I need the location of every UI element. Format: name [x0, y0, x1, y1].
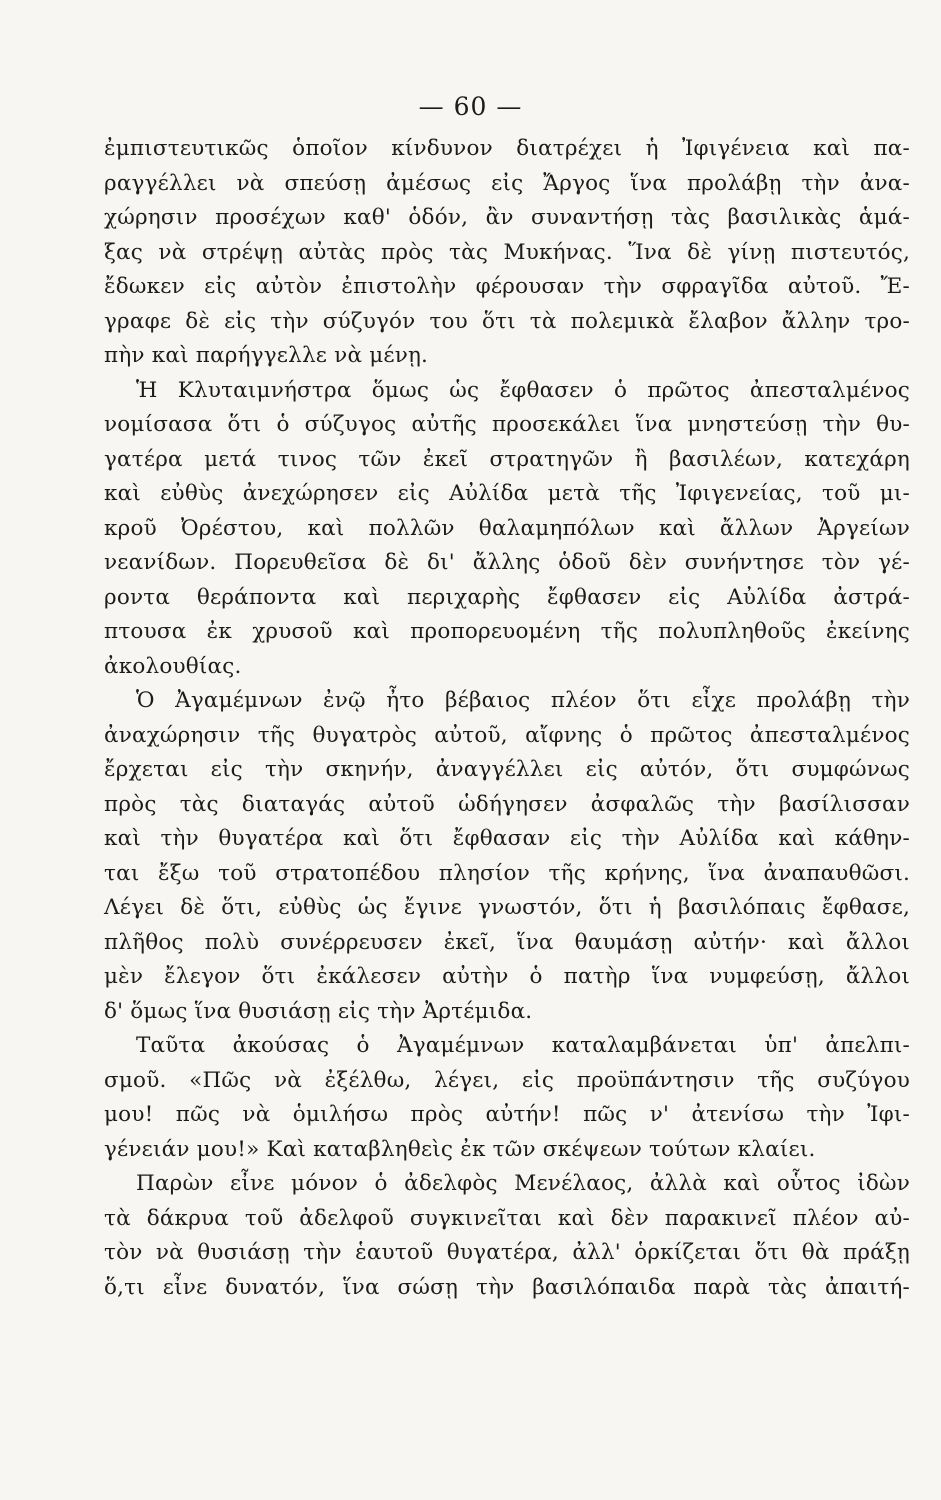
text-line: τὰ δάκρυα τοῦ ἀδελφοῦ συγκινεῖται καὶ δὲν παρακινεῖ πλέον αὐ- [104, 1205, 910, 1231]
page-number: — 60 — [418, 92, 523, 121]
text-line: πρὸς τὰς διαταγάς αὐτοῦ ὡδήγησεν ἀσφαλῶς τὴν βασίλισσαν [104, 791, 910, 817]
text-line: ἀναχώρησιν τῆς θυγατρὸς αὐτοῦ, αἴφνης ὁ πρῶτος ἀπεσταλμένος [104, 722, 910, 748]
text-line: ξας νὰ στρέψῃ αὐτὰς πρὸς τὰς Μυκήνας. Ἵνα δὲ γίνῃ πιστευτός, [104, 239, 910, 265]
text-line: καὶ εὐθὺς ἀνεχώρησεν εἰς Αὐλίδα μετὰ τῆς Ἰφιγενείας, τοῦ μι- [104, 481, 910, 506]
text-line: ραγγέλλει νὰ σπεύσῃ ἀμέσως εἰς Ἄργος ἵνα προλάβῃ τὴν ἀνα- [104, 170, 910, 196]
text-line: ἐμπιστευτικῶς ὁποῖον κίνδυνον διατρέχει ἡ Ἰφιγένεια καὶ πα- [104, 136, 910, 161]
text-line: σμοῦ. «Πῶς νὰ ἐξέλθω, λέγει, εἰς προϋπάντησιν τῆς συζύγου [104, 1067, 910, 1093]
text-line: Ἡ Κλυταιμνήστρα ὅμως ὡς ἔφθασεν ὁ πρῶτος ἀπεσταλμένος [136, 377, 910, 403]
text-line: γατέρα μετά τινος τῶν ἐκεῖ στρατηγῶν ἢ βασιλέων, κατεχάρη [104, 446, 910, 472]
text-line: μου! πῶς νὰ ὁμιλήσω πρὸς αὐτήν! πῶς ν' ἀτενίσω τὴν Ἰφι- [104, 1102, 910, 1127]
text-line: καὶ τὴν θυγατέρα καὶ ὅτι ἔφθασαν εἰς τὴν Αὐλίδα καὶ κάθην- [104, 826, 910, 851]
text-line: νομίσασα ὅτι ὁ σύζυγος αὐτῆς προσεκάλει ἵνα μνηστεύσῃ τὴν θυ- [104, 412, 910, 437]
text-line: νεανίδων. Πορευθεῖσα δὲ δι' ἄλλης ὁδοῦ δὲν συνήντησε τὸν γέ- [104, 550, 910, 575]
paragraph-2 [104, 374, 910, 685]
paragraph-1 [104, 132, 910, 374]
text-line: δ' ὅμως ἵνα θυσιάσῃ εἰς τὴν Ἀρτέμιδα. [104, 998, 533, 1024]
paragraph-4 [104, 1029, 910, 1167]
text-line: πλῆθος πολὺ συνέρρευσεν ἐκεῖ, ἵνα θαυμάσῃ αὐτήν· καὶ ἄλλοι [104, 929, 910, 955]
text-line: πὴν καὶ παρήγγελλε νὰ μένῃ. [104, 343, 429, 368]
text-line: κροῦ Ὀρέστου, καὶ πολλῶν θαλαμηπόλων καὶ ἄλλων Ἀργείων [104, 515, 910, 541]
text-line: πτουσα ἐκ χρυσοῦ καὶ προπορευομένη τῆς πολυπληθοῦς ἐκείνης [104, 619, 910, 644]
text-line: γένειάν μου!» Καὶ καταβληθεὶς ἐκ τῶν σκέψεων τούτων κλαίει. [104, 1136, 816, 1162]
paragraph-5 [104, 1167, 910, 1305]
text-line: ἔδωκεν εἰς αὐτὸν ἐπιστολὴν φέρουσαν τὴν σφραγῖδα αὐτοῦ. Ἔ- [104, 274, 910, 299]
text-line: Ὁ Ἀγαμέμνων ἐνῷ ἦτο βέβαιος πλέον ὅτι εἶχε προλάβῃ τὴν [136, 688, 910, 713]
text-line: ροντα θεράποντα καὶ περιχαρὴς ἔφθασεν εἰς Αὐλίδα ἀστρά- [104, 584, 910, 610]
paragraph-3 [104, 684, 910, 1029]
text-line: ἔρχεται εἰς τὴν σκηνήν, ἀναγγέλλει εἰς αὐτόν, ὅτι συμφώνως [104, 757, 910, 782]
text-line: Ταῦτα ἀκούσας ὁ Ἀγαμέμνων καταλαμβάνεται ὑπ' ἀπελπι- [136, 1033, 910, 1058]
body-text [104, 132, 910, 1305]
text-line: τὸν νὰ θυσιάσῃ τὴν ἑαυτοῦ θυγατέρα, ἀλλ' ὁρκίζεται ὅτι θὰ πράξῃ [104, 1240, 910, 1265]
text-line: Παρὼν εἶνε μόνον ὁ ἀδελφὸς Μενέλαος, ἀλλὰ καὶ οὗτος ἰδὼν [136, 1171, 910, 1196]
text-line: μὲν ἔλεγον ὅτι ἐκάλεσεν αὐτὴν ὁ πατὴρ ἵνα νυμφεύσῃ, ἄλλοι [104, 964, 910, 989]
text-line: ται ἔξω τοῦ στρατοπέδου πλησίον τῆς κρήνης, ἵνα ἀναπαυθῶσι. [104, 860, 910, 886]
text-line: ὅ,τι εἶνε δυνατόν, ἵνα σώσῃ τὴν βασιλόπαιδα παρὰ τὰς ἀπαιτή- [104, 1274, 910, 1300]
text-line: χώρησιν προσέχων καθ' ὁδόν, ἂν συναντήσῃ τὰς βασιλικὰς ἁμά- [104, 205, 910, 230]
text-line: Λέγει δὲ ὅτι, εὐθὺς ὡς ἔγινε γνωστόν, ὅτι ἡ βασιλόπαις ἔφθασε, [104, 895, 910, 920]
text-line: γραφε δὲ εἰς τὴν σύζυγόν του ὅτι τὰ πολεμικὰ ἔλαβον ἄλλην τρο- [104, 308, 910, 334]
text-line: ἀκολουθίας. [104, 653, 242, 679]
